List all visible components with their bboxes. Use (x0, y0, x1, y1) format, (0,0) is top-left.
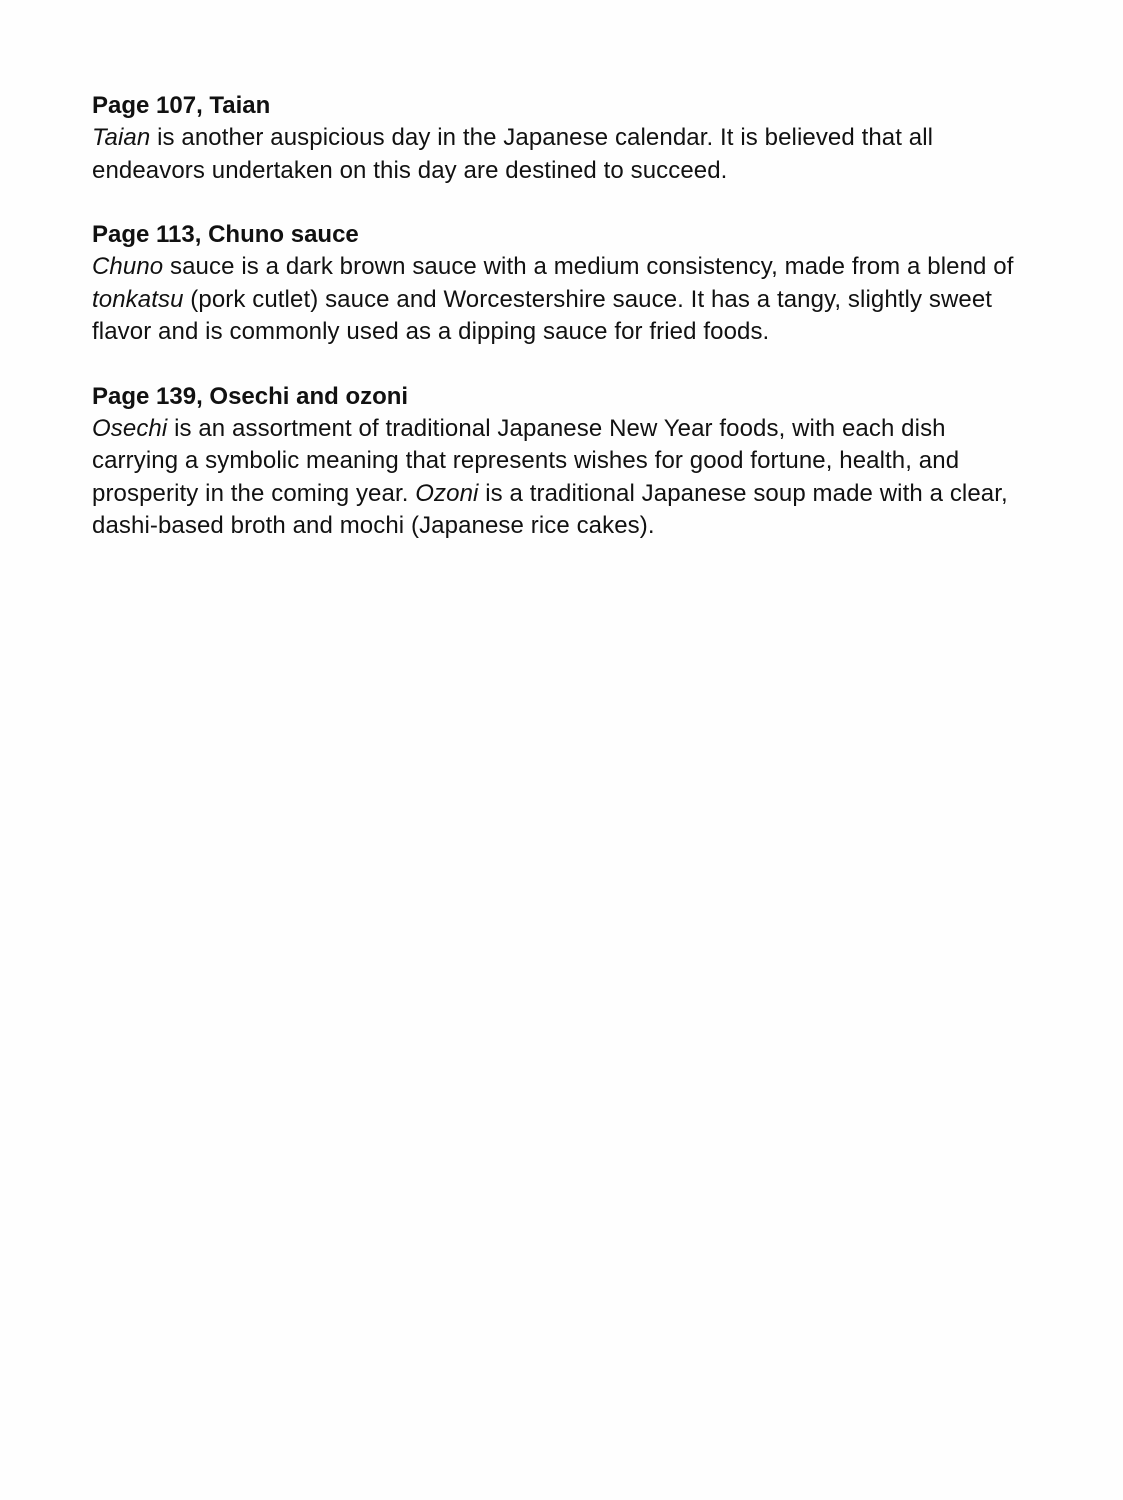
entry-heading: Page 113, Chuno sauce (92, 221, 359, 248)
body-text: sauce is a dark brown sauce with a medium consistency, made from a blend of (163, 253, 1014, 280)
entry-body (92, 251, 1032, 349)
term-italic: tonkatsu (92, 285, 184, 313)
entry-heading: Page 107, Taian (92, 92, 271, 119)
term-italic: Osechi (92, 414, 168, 442)
body-text: (pork cutlet) sauce and Worcestershire sauce. It has a tangy, slightly sweet flavor and is commonly used as a dipping sauce for fried foods. (92, 285, 993, 345)
entry-body (92, 413, 1032, 543)
glossary-entry-chuno-sauce (92, 219, 1032, 349)
body-text: is an assortment of traditional Japanese New Year foods, with each dish carrying a symbolic meaning that represents wishes for good fortune, health, and prosperity in the coming year. (92, 414, 960, 507)
body-text: is a traditional Japanese soup made with a clear, dashi-based broth and mochi (Japanese rice cakes). (92, 479, 1008, 539)
entry-heading: Page 139, Osechi and ozoni (92, 382, 409, 410)
glossary-entry-osechi-ozoni (92, 381, 1032, 543)
term-italic: Ozoni (415, 479, 479, 507)
entry-body (92, 122, 1032, 187)
term-italic: Chuno (92, 253, 164, 280)
term-italic: Taian (92, 124, 151, 151)
glossary-entry-taian (92, 90, 1032, 187)
body-text: is another auspicious day in the Japanese calendar. It is believed that all endeavors undertaken on this day are destined to succeed. (92, 124, 934, 184)
glossary-page (92, 90, 1032, 575)
